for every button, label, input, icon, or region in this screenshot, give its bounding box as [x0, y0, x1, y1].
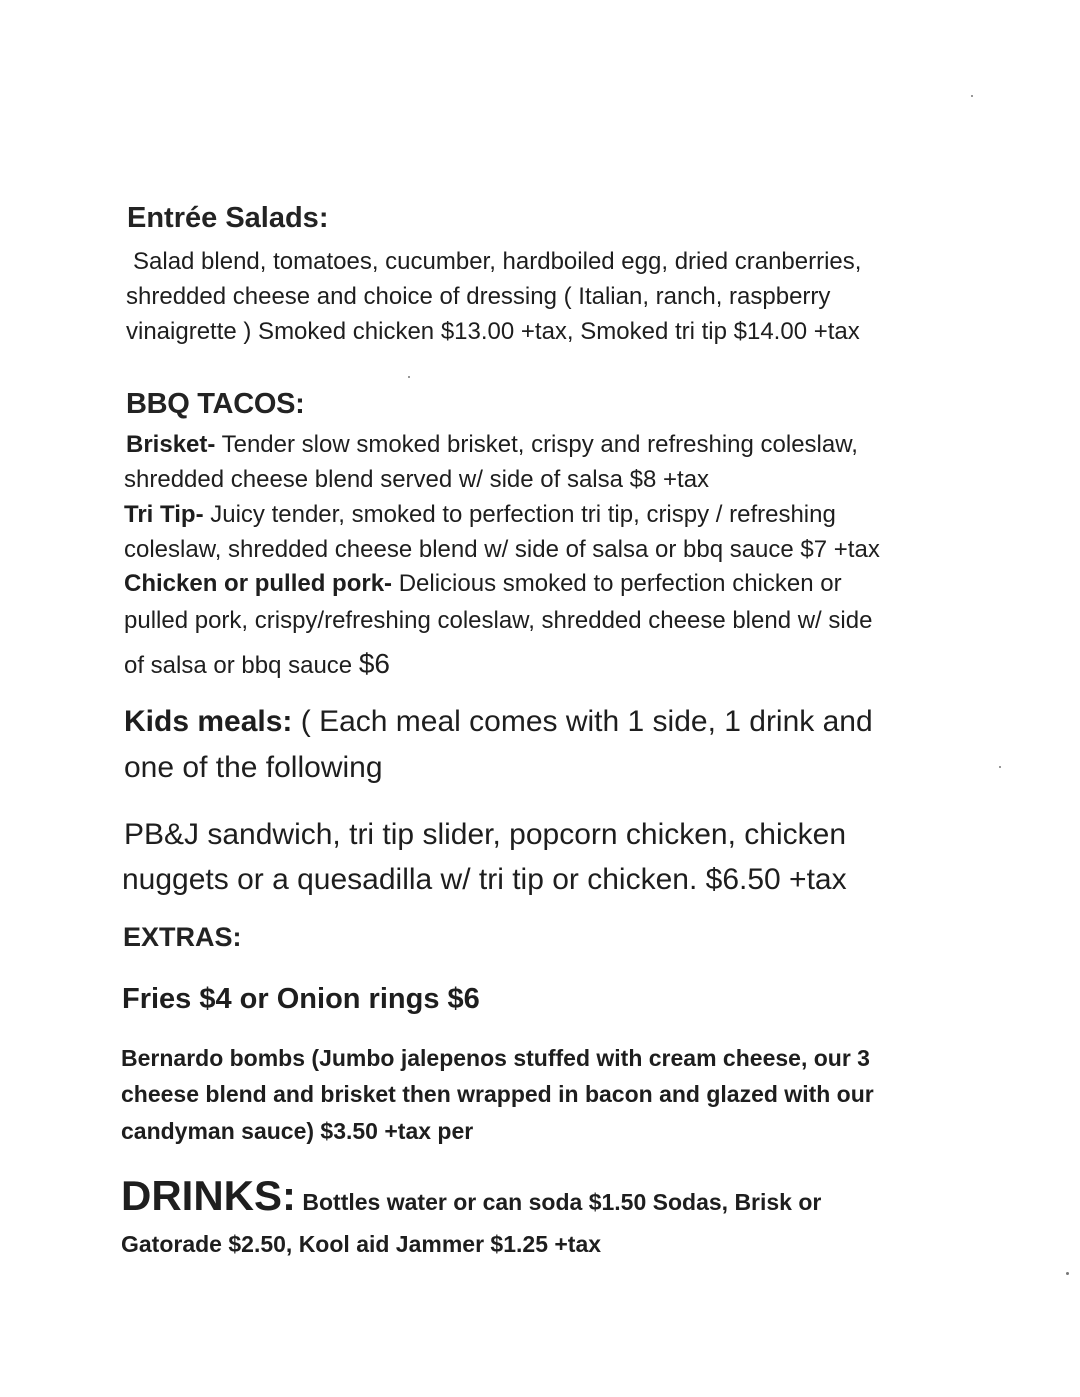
kids-meals-line-3: PB&J sandwich, tri tip slider, popcorn chicken, chicken: [124, 818, 847, 851]
tritip-taco-line-2: coleslaw, shredded cheese blend w/ side of salsa or bbq sauce $7 +tax: [124, 536, 880, 563]
drinks-line-1: [121, 1172, 822, 1219]
chicken-taco-label: Chicken or pulled pork-: [124, 570, 393, 597]
chicken-taco-price: $6: [358, 648, 390, 679]
brisket-taco-label: Brisket-: [126, 431, 216, 458]
entree-salads-line-1: Salad blend, tomatoes, cucumber, hardboiled egg, dried cranberries,: [133, 248, 862, 275]
drinks-label: DRINKS:: [121, 1172, 296, 1219]
chicken-taco-line-1: [124, 572, 842, 596]
brisket-taco-line-1: [126, 433, 858, 457]
scan-speck: [999, 766, 1001, 768]
scan-speck: [1066, 1272, 1069, 1275]
entree-salads-line-2: shredded cheese and choice of dressing ( Italian, ranch, raspberry: [126, 283, 831, 310]
chicken-taco-line-3: [124, 650, 390, 678]
bernardo-bombs-line-3: candyman sauce) $3.50 +tax per: [121, 1118, 474, 1144]
kids-meals-label: Kids meals:: [124, 705, 293, 738]
tritip-taco-desc: Juicy tender, smoked to perfection tri tip, crispy / refreshing: [203, 501, 836, 528]
fries-onion-rings-line: Fries $4 or Onion rings $6: [122, 983, 480, 1015]
drinks-line-2: Gatorade $2.50, Kool aid Jammer $1.25 +tax: [121, 1231, 602, 1257]
drinks-desc: Bottles water or can soda $1.50 Sodas, Brisk or: [296, 1189, 822, 1215]
kids-meals-line-4: nuggets or a quesadilla w/ tri tip or chicken. $6.50 +tax: [122, 863, 847, 896]
chicken-taco-desc: Delicious smoked to perfection chicken or: [392, 570, 842, 597]
bbq-tacos-heading: BBQ TACOS:: [126, 388, 305, 420]
brisket-taco-line-2: shredded cheese blend served w/ side of salsa $8 +tax: [124, 466, 710, 493]
tritip-taco-line-1: [124, 503, 836, 527]
tritip-taco-label: Tri Tip-: [124, 501, 204, 528]
scan-speck: [971, 95, 973, 97]
chicken-taco-desc-end: of salsa or bbq sauce: [124, 652, 359, 679]
bernardo-bombs-line-2: cheese blend and brisket then wrapped in bacon and glazed with our: [121, 1081, 874, 1107]
kids-meals-line-1: [124, 707, 873, 737]
brisket-taco-desc: Tender slow smoked brisket, crispy and refreshing coleslaw,: [215, 431, 858, 458]
chicken-taco-line-2: pulled pork, crispy/refreshing coleslaw, shredded cheese blend w/ side: [124, 607, 873, 634]
entree-salads-heading: Entrée Salads:: [127, 202, 329, 234]
kids-meals-intro: ( Each meal comes with 1 side, 1 drink and: [292, 705, 873, 738]
entree-salads-line-3: vinaigrette ) Smoked chicken $13.00 +tax, Smoked tri tip $14.00 +tax: [126, 318, 860, 345]
scan-speck: [408, 376, 410, 378]
extras-heading: EXTRAS:: [123, 922, 242, 952]
bernardo-bombs-line-1: Bernardo bombs (Jumbo jalepenos stuffed with cream cheese, our 3: [121, 1045, 870, 1071]
kids-meals-line-2: one of the following: [124, 751, 383, 784]
